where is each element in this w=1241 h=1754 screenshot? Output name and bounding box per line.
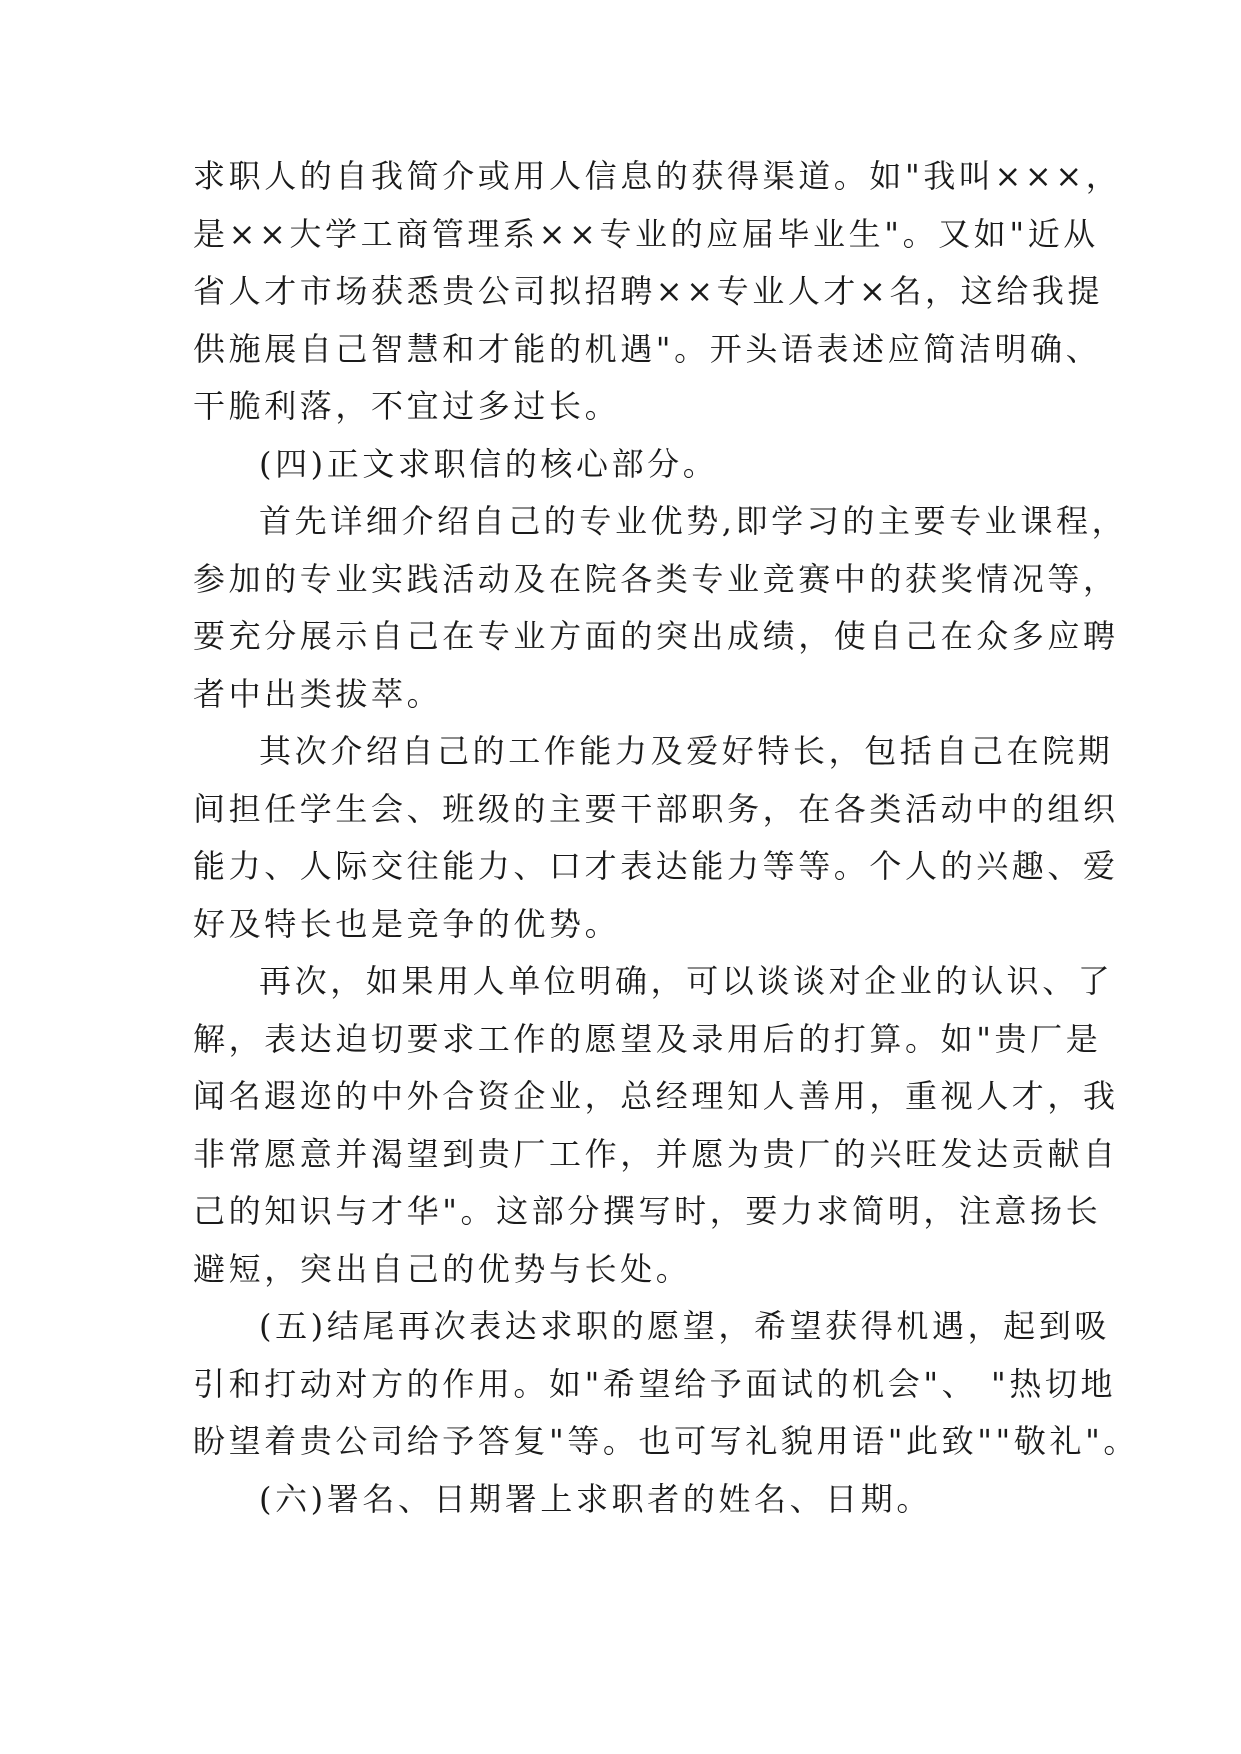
text-line: 参加的专业实践活动及在院各类专业竞赛中的获奖情况等， [193,559,1119,598]
text-line: 好及特长也是竞争的优势。 [193,904,621,943]
text-line: 供施展自己智慧和才能的机遇"。开头语表述应简洁明确、 [193,329,1102,368]
text-line: 干脆利落，不宜过多过长。 [193,387,621,425]
text-line: 间担任学生会、班级的主要干部职务，在各类活动中的组织 [193,789,1119,828]
text-line: 要充分展示自己在专业方面的突出成绩，使自己在众多应聘 [193,617,1119,655]
document-page [193,148,1139,1528]
section-heading-6: (六)署名、日期署上求职者的姓名、日期。 [259,1479,932,1518]
text-line: 首先详细介绍自己的专业优势,即学习的主要专业课程， [259,502,1128,540]
section-heading-4: (四)正文求职信的核心部分。 [259,444,719,483]
text-line: 避短，突出自己的优势与长处。 [193,1249,692,1288]
text-line: 省人才市场获悉贵公司拟招聘××专业人才×名，这给我提 [193,272,1104,310]
text-line: 解，表达迫切要求工作的愿望及录用后的打算。如"贵厂是 [193,1019,1102,1058]
section-heading-5: (五)结尾再次表达求职的愿望，希望获得机遇，起到吸 [259,1307,1110,1345]
text-line: 者中出类拔萃。 [193,674,443,713]
text-line: 盼望着贵公司给予答复"等。也可写礼貌用语"此致""敬礼"。 [193,1422,1139,1460]
text-line: 闻名遐迩的中外合资企业，总经理知人善用，重视人才，我 [193,1077,1119,1115]
text-line: 引和打动对方的作用。如"希望给予面试的机会"、 "热切地 [193,1364,1117,1403]
text-line: 是××大学工商管理系××专业的应届毕业生"。又如"近从 [193,214,1099,253]
text-line: 非常愿意并渴望到贵厂工作，并愿为贵厂的兴旺发达贡献自 [193,1134,1119,1173]
text-line: 求职人的自我简介或用人信息的获得渠道。如"我叫×××， [193,157,1122,195]
text-line: 其次介绍自己的工作能力及爱好特长，包括自己在院期 [259,732,1114,770]
text-line: 能力、人际交往能力、口才表达能力等等。个人的兴趣、爱 [193,847,1119,885]
text-line: 再次，如果用人单位明确，可以谈谈对企业的认识、了 [259,962,1114,1000]
text-line: 己的知识与才华"。这部分撰写时，要力求简明，注意扬长 [193,1192,1102,1230]
